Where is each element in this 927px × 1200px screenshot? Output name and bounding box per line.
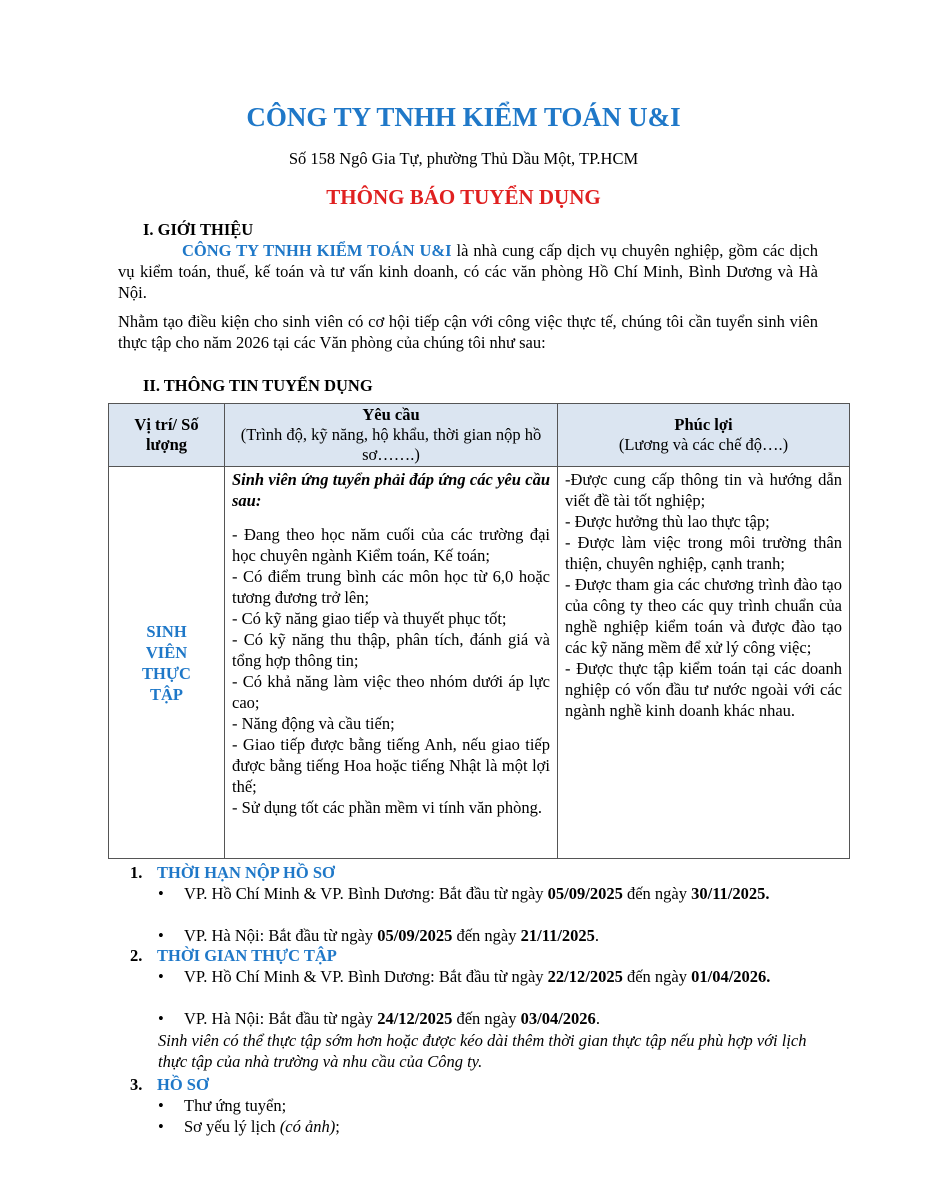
header-requirements-title: Yêu cầu: [362, 405, 420, 424]
benefit-item: - Được thực tập kiểm toán tại các doanh nghiệp có vốn đầu tư nước ngoài với các ngành nghề kinh doanh khác nhau.: [565, 659, 842, 720]
requirement-item: - Năng động và cầu tiến;: [232, 714, 395, 733]
table-row: [109, 467, 850, 859]
recruitment-table: [108, 403, 850, 859]
benefit-item: -Được cung cấp thông tin và hướng dẫn viết đề tài tốt nghiệp;: [565, 470, 842, 510]
bullet-icon: •: [158, 926, 164, 945]
header-position: Vị trí/ Số lượng: [109, 404, 225, 467]
bullet-icon: •: [158, 967, 164, 986]
requirement-item: - Đang theo học năm cuối của các trường đại học chuyên ngành Kiểm toán, Kế toán;: [232, 525, 550, 565]
requirement-item: - Giao tiếp được bằng tiếng Anh, nếu giao tiếp được bằng tiếng Hoa hoặc tiếng Nhật là một lợi thế;: [232, 735, 550, 796]
list-item: • VP. Hồ Chí Minh & VP. Bình Dương: Bắt đầu từ ngày 05/09/2025 đến ngày 30/11/2025.: [158, 884, 770, 903]
deadline-number: 1.: [130, 863, 143, 882]
benefit-item: - Được làm việc trong môi trường thân thiện, chuyên nghiệp, cạnh tranh;: [565, 533, 842, 573]
position-cell: SINH VIÊN THỰC TẬP: [109, 467, 225, 859]
bullet-icon: •: [158, 1009, 164, 1028]
requirements-cell: [225, 467, 558, 859]
notice-title: THÔNG BÁO TUYỂN DỤNG: [326, 185, 601, 209]
requirement-item: - Có kỹ năng giao tiếp và thuyết phục tốt;: [232, 609, 507, 628]
bullet-icon: •: [158, 1096, 164, 1115]
company-address: Số 158 Ngô Gia Tự, phường Thủ Dầu Một, TP.HCM: [288, 149, 639, 168]
table-header-row: [109, 404, 850, 467]
header-benefits-sub: (Lương và các chế độ….): [618, 435, 789, 454]
company-title: CÔNG TY TNHH KIỂM TOÁN U&I: [246, 102, 681, 132]
intro-paragraph: [118, 240, 818, 303]
benefits-cell: [558, 467, 850, 859]
header-benefits: [558, 404, 850, 467]
requirements-intro: Sinh viên ứng tuyển phải đáp ứng các yêu cầu sau:: [232, 470, 550, 510]
requirement-item: - Sử dụng tốt các phần mềm vi tính văn phòng.: [232, 798, 543, 817]
intro-paragraph-2: Nhằm tạo điều kiện cho sinh viên có cơ hội tiếp cận với công việc thực tế, chúng tôi cần tuyển sinh viên thực tập cho năm 2026 tại các Văn phòng của chúng tôi như sau:: [118, 312, 818, 352]
header-requirements: [225, 404, 558, 467]
documents-title: HỒ SƠ: [157, 1075, 209, 1094]
requirement-item: - Có khả năng làm việc theo nhóm dưới áp lực cao;: [232, 672, 550, 712]
benefit-item: - Được tham gia các chương trình đào tạo của công ty theo các quy trình chuẩn của nghề nghiệp kiểm toán và được đào tạo các kỹ năng mềm để xử lý công việc;: [565, 575, 842, 657]
header-requirements-sub: (Trình độ, kỹ năng, hộ khẩu, thời gian nộp hồ sơ…….): [240, 425, 542, 464]
internship-heading: [130, 945, 337, 966]
documents-number: 3.: [130, 1075, 143, 1094]
requirement-item: - Có điểm trung bình các môn học từ 6,0 hoặc tương đương trở lên;: [232, 567, 550, 607]
company-ref: CÔNG TY TNHH KIỂM TOÁN U&I: [182, 241, 452, 260]
section-2-heading: II. THÔNG TIN TUYỂN DỤNG: [143, 376, 373, 395]
deadline-heading: [130, 862, 335, 883]
documents-heading: [130, 1074, 209, 1095]
benefit-item: - Được hưởng thù lao thực tập;: [565, 512, 770, 531]
section-1-heading: I. GIỚI THIỆU: [143, 220, 254, 239]
list-item: • VP. Hồ Chí Minh & VP. Bình Dương: Bắt đầu từ ngày 22/12/2025 đến ngày 01/04/2026.: [158, 967, 771, 986]
header-benefits-title: Phúc lợi: [674, 415, 733, 434]
bullet-icon: •: [158, 1117, 164, 1136]
bullet-icon: •: [158, 884, 164, 903]
internship-note: Sinh viên có thể thực tập sớm hơn hoặc được kéo dài thêm thời gian thực tập nếu phù hợp với lịch thực tập của nhà trường và nhu cầu của Công ty.: [158, 1031, 807, 1071]
deadline-title: THỜI HẠN NỘP HỒ SƠ: [157, 863, 335, 882]
requirement-item: - Có kỹ năng thu thập, phân tích, đánh giá và tổng hợp thông tin;: [232, 630, 550, 670]
internship-number: 2.: [130, 946, 143, 965]
internship-title: THỜI GIAN THỰC TẬP: [157, 946, 337, 965]
intro-rest: là nhà cung cấp dịch vụ chuyên nghiệp, gồm các dịch vụ kiểm toán, thuế, kế toán và tư vấn kinh doanh, có các văn phòng Hồ Chí Minh, Bình Dương và Hà Nội.: [118, 241, 818, 302]
